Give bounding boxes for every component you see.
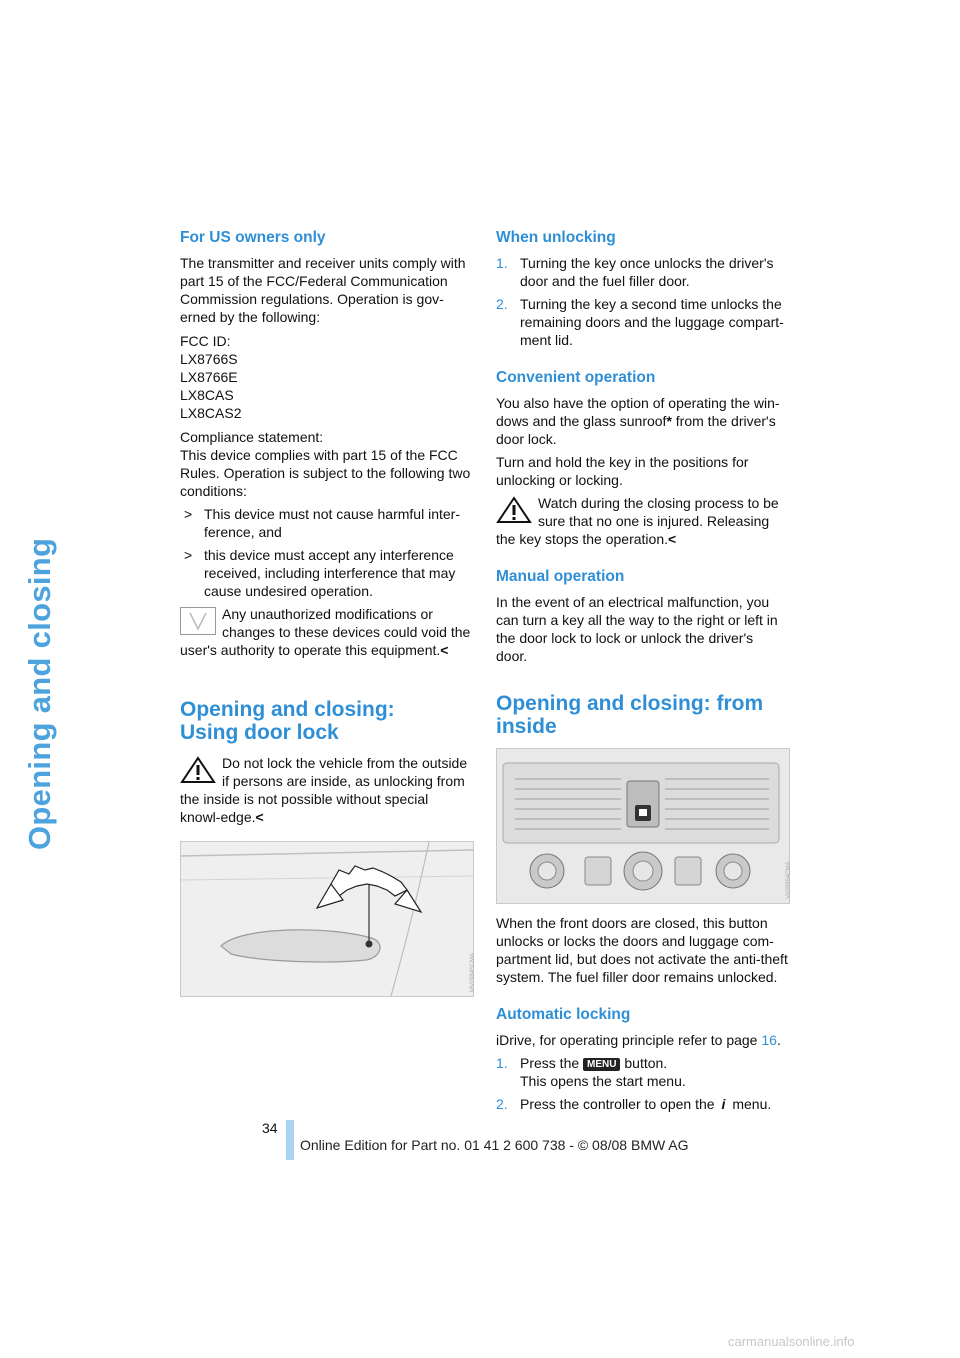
list-item: 2. Press the controller to open the i menu. — [496, 1096, 772, 1112]
end-marker: < — [255, 809, 264, 825]
list-item: 2. Turning the key a second time unlocks the remaining doors and the luggage compart-ment lid. — [496, 296, 784, 348]
right-column — [496, 228, 792, 1118]
list-item: > this device must accept any interference received, including interference that may cause undesired operation. — [184, 547, 456, 599]
section-side-title — [22, 230, 64, 850]
modifications-text: Any unauthorized modifications or changes to these devices could void the user's authority to operate this equipment. — [180, 606, 471, 658]
manual-operation-heading: Manual operation — [496, 568, 625, 585]
convenient-paragraph-2: Turn and hold the key in the positions for unlocking or locking. — [496, 454, 749, 488]
menu-button-icon: MENU — [583, 1058, 620, 1071]
unlocking-steps — [496, 254, 788, 349]
fcc-id: LX8766S — [180, 351, 238, 367]
idrive-reference: iDrive, for operating principle refer to page 16. — [496, 1032, 781, 1048]
end-marker: < — [440, 642, 449, 658]
modifications-note — [180, 605, 472, 659]
inside-heading: Opening and closing: from inside — [496, 692, 764, 738]
bullet-marker: > — [184, 547, 193, 563]
page-number: 34 — [262, 1120, 278, 1136]
door-lock-heading: Opening and closing: Using door lock — [180, 698, 395, 744]
closing-warning — [496, 494, 788, 548]
figure-code: VA09854CMA — [786, 861, 792, 899]
fcc-id: LX8766E — [180, 369, 238, 385]
page-link[interactable]: 16 — [761, 1032, 777, 1048]
note-icon — [180, 607, 216, 635]
left-column — [180, 228, 476, 997]
compliance-text: This device complies with part 15 of the FCC Rules. Operation is subject to the following two conditions: — [180, 447, 471, 499]
bullet-marker: > — [184, 506, 193, 522]
inside-paragraph: When the front doors are closed, this button unlocks or locks the doors and luggage com-partment lid, but does not activate the anti-theft system. The fuel filler door remains unlocked. — [496, 915, 788, 985]
end-marker: < — [668, 531, 677, 547]
compliance-block — [180, 428, 472, 500]
watermark: carmanualsonline.info — [728, 1334, 855, 1349]
optional-asterisk: * — [666, 413, 672, 429]
list-item: 1. Press the MENU button. This opens the start menu. — [496, 1055, 686, 1089]
figure-code: MV09845CMA — [470, 952, 476, 992]
convenient-paragraph: You also have the option of operating the win-dows and the glass sunroof* from the driver's door lock. — [496, 395, 780, 447]
auto-lock-steps — [496, 1054, 788, 1113]
compliance-label: Compliance statement: — [180, 429, 324, 445]
when-unlocking-heading: When unlocking — [496, 229, 616, 246]
footer-accent-bar — [286, 1120, 294, 1160]
footer-edition: Online Edition for Part no. 01 41 2 600 738 - © 08/08 BMW AG — [300, 1137, 689, 1153]
center-console-figure — [496, 748, 790, 904]
conditions-list — [180, 505, 472, 600]
list-item: > This device must not cause harmful inter-ference, and — [184, 506, 460, 540]
door-lock-warning — [180, 754, 472, 826]
door-handle-illustration — [181, 842, 473, 996]
convenient-operation-heading: Convenient operation — [496, 369, 656, 386]
fcc-label: FCC ID: — [180, 333, 231, 349]
manual-paragraph: In the event of an electrical malfunction, you can turn a key all the way to the right or left in the door lock to lock or unlock the driver's door. — [496, 594, 778, 664]
closing-warning-text: Watch during the closing process to be sure that no one is injured. Releasing the key stops the operation. — [496, 495, 779, 547]
us-owners-heading: For US owners only — [180, 229, 326, 246]
warning-icon — [496, 496, 532, 524]
info-icon: i — [721, 1096, 726, 1112]
fcc-id: LX8CAS — [180, 387, 234, 403]
door-lock-figure — [180, 841, 474, 997]
list-item: 1. Turning the key once unlocks the driver's door and the fuel filler door. — [496, 255, 774, 289]
side-title-text: Opening and closing — [22, 537, 57, 850]
fcc-block — [180, 332, 472, 422]
us-owners-paragraph: The transmitter and receiver units comply with part 15 of the FCC/Federal Communication Commission regulations. Operation is gov-erned by the following: — [180, 255, 466, 325]
door-warning-text: Do not lock the vehicle from the outside if persons are inside, as unlocking from the inside is not possible without special knowl-edge. — [180, 755, 468, 825]
automatic-locking-heading: Automatic locking — [496, 1006, 631, 1023]
center-console-illustration — [497, 749, 789, 903]
warning-icon — [180, 756, 216, 784]
fcc-id: LX8CAS2 — [180, 405, 242, 421]
